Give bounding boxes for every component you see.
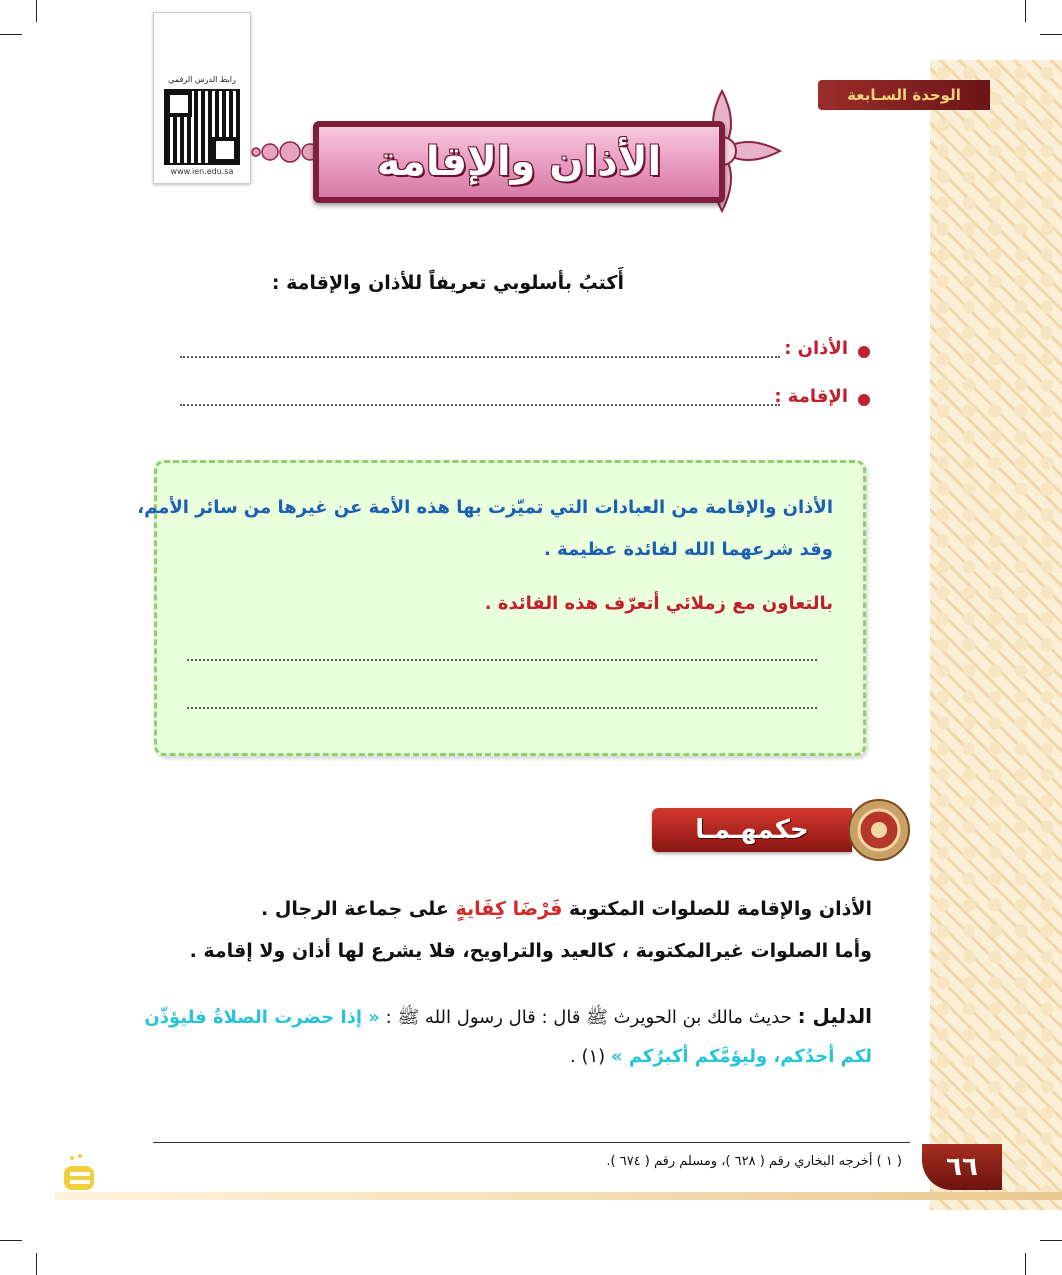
info-box — [137, 460, 866, 756]
ruling-heading-bg — [652, 808, 852, 852]
evidence-label: الدليل : — [797, 1004, 872, 1028]
unit-tab-label: الوحدة السـابعة — [847, 86, 961, 104]
bullet-icon — [858, 346, 870, 358]
ruling-heading: حكمهـمـا — [695, 815, 809, 845]
qr-code-icon[interactable] — [166, 91, 238, 163]
evidence-line-1 — [144, 1004, 872, 1032]
footnote-divider — [153, 1142, 910, 1143]
hadith-text-2: لكم أحدُكم، وليؤمَّكم أكبرُكم » — [610, 1046, 872, 1067]
crop-mark — [0, 34, 22, 35]
crop-mark — [1040, 34, 1062, 35]
unit-tab — [818, 80, 990, 110]
crop-mark — [1025, 1253, 1026, 1275]
ruling-line-1-part1: الأذان والإقامة للصلوات المكتوبة — [569, 898, 872, 920]
definition-adhan — [180, 338, 870, 366]
instruction-text: أَكتبُ بأسلوبي تعريفاً للأذان والإقامة : — [271, 272, 624, 294]
qr-url[interactable]: www.ien.edu.sa — [170, 167, 234, 176]
ruling-line-2: وأما الصلوات غيرالمكتوبة ، كالعيد والتراويح، فلا يشرع لها أذان ولا إقامة . — [189, 940, 872, 962]
definition-label: الإقامة : — [774, 386, 848, 407]
bullet-icon — [858, 394, 870, 406]
info-task: بالتعاون مع زملائي أتعرّف هذه الفائدة . — [484, 593, 833, 614]
page-number-tab — [922, 1144, 1002, 1190]
lesson-title: الأذان والإقامة — [376, 139, 662, 185]
qr-card[interactable] — [153, 12, 251, 184]
answer-line[interactable] — [180, 356, 780, 358]
answer-line[interactable] — [180, 404, 780, 406]
hadith-text-1: « إذا حضرت الصلاةُ فليؤذّن — [144, 1007, 380, 1028]
page-number: ٦٦ — [946, 1152, 978, 1182]
ruling-highlight: فَرْضَا كِفَايةٍ — [455, 898, 563, 920]
ruling-heading-banner — [652, 805, 912, 855]
footnote-ref: (١) . — [570, 1046, 606, 1067]
definition-label: الأذان : — [784, 338, 848, 359]
evidence-narration: حديث مالك بن الحويرث ﷺ قال : قال رسول الله ﷺ : — [385, 1007, 792, 1028]
crop-mark — [1040, 1240, 1062, 1241]
crop-mark — [36, 0, 37, 22]
ruling-medallion-icon — [844, 797, 914, 863]
evidence-line-2 — [570, 1046, 872, 1067]
qr-label: رابط الدرس الرقمي — [168, 75, 236, 84]
crop-mark — [1025, 0, 1026, 22]
info-line-1: الأذان والإقامة من العبادات التي تميّزت بها هذه الأمة عن غيرها من سائر الأمم، — [137, 497, 833, 518]
definition-iqama — [180, 386, 870, 414]
answer-line[interactable] — [187, 659, 817, 661]
ruling-line-1-part2: على جماعة الرجال . — [261, 898, 449, 920]
ruling-line-1 — [261, 898, 872, 920]
ien-logo-icon — [58, 1152, 102, 1196]
crop-mark — [36, 1253, 37, 1275]
footnote: ( ١ ) أخرجه البخاري رقم ( ٦٢٨ )، ومسلم رقم ( ٦٧٤ ). — [606, 1154, 902, 1169]
info-line-2: وقد شرعهما الله لفائدة عظيمة . — [543, 539, 833, 560]
answer-line[interactable] — [187, 707, 817, 709]
bottom-band — [55, 1192, 1062, 1200]
lesson-title-banner — [313, 121, 725, 203]
ornament-border — [930, 60, 1062, 1210]
crop-mark — [0, 1240, 22, 1241]
